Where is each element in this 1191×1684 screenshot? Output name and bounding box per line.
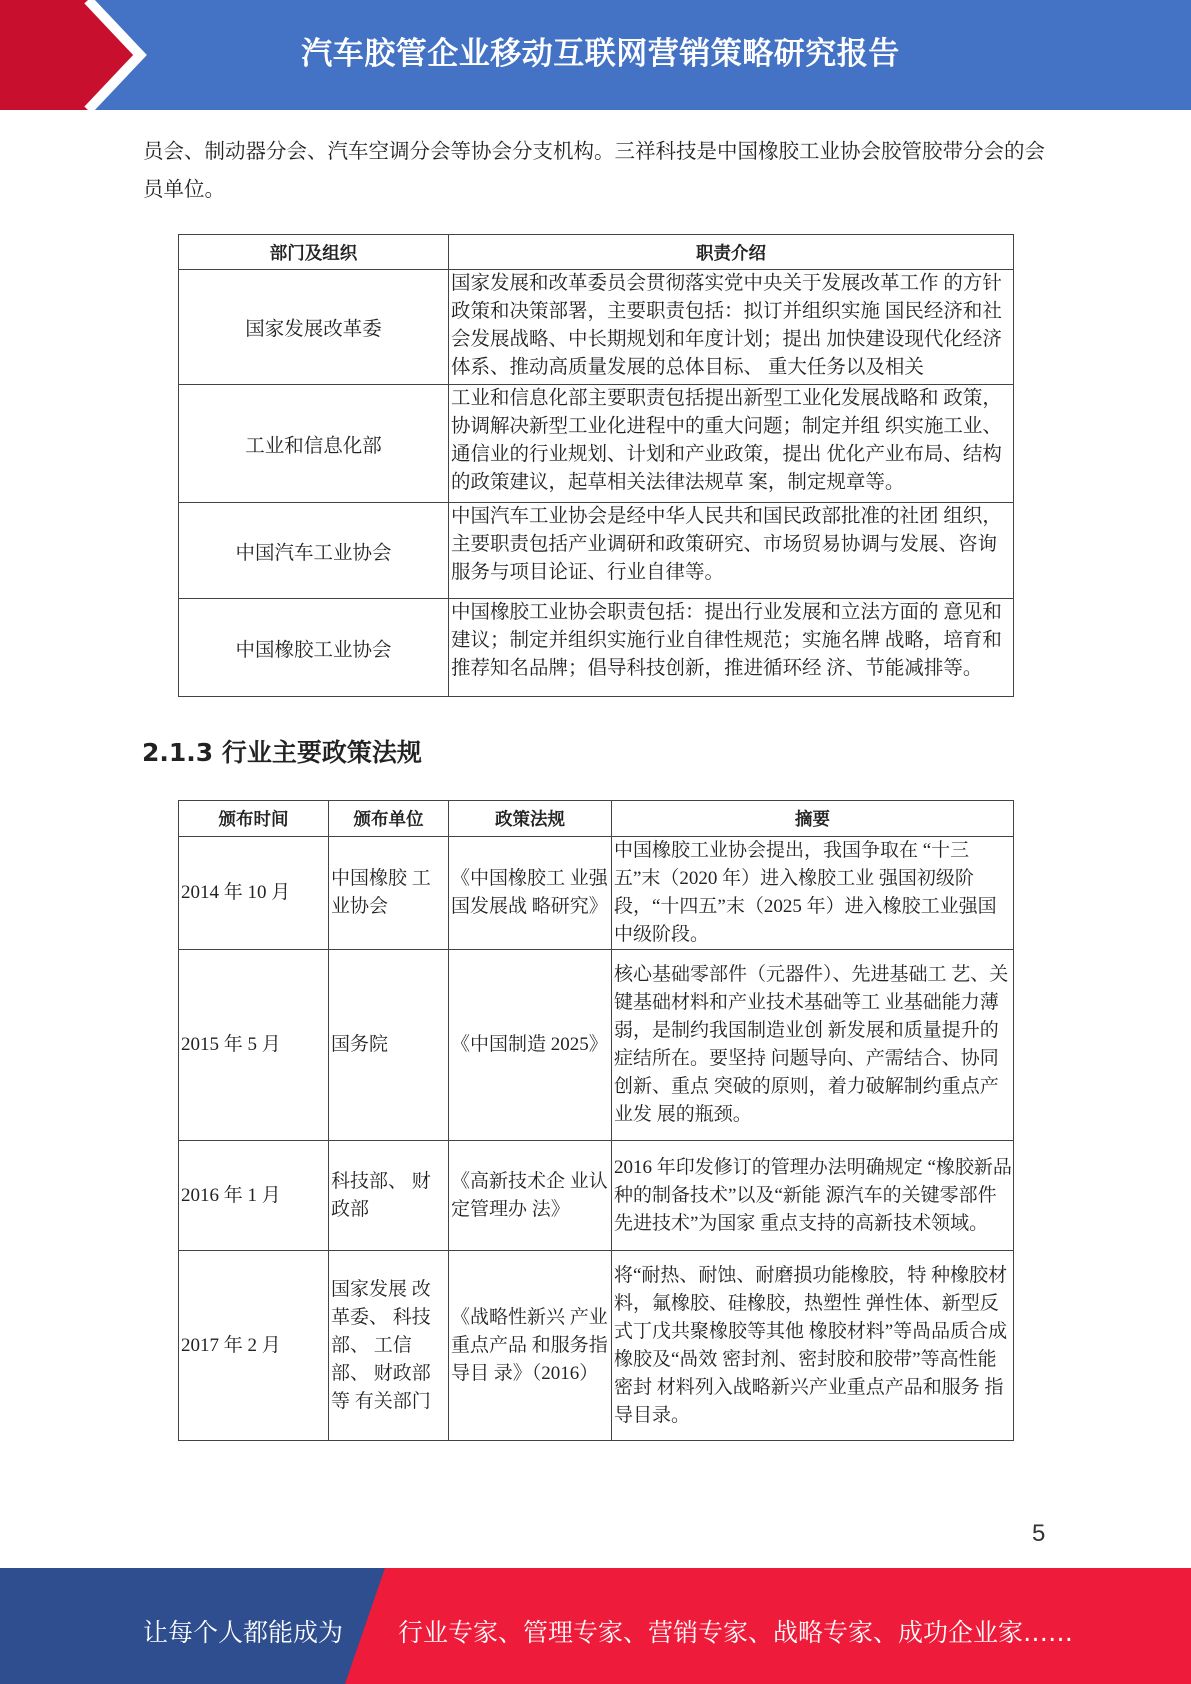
policy-header-org: 颁布单位 [329, 801, 449, 837]
policy-title: 《中国制造 2025》 [449, 950, 612, 1141]
org-desc: 中国汽车工业协会是经中华人民共和国民政部批准的社团 组织，主要职责包括产业调研和政策研究、市场贸易协调与发展、咨询服务与项目论证、行业自律等。 [449, 503, 1014, 599]
table-row [179, 599, 1014, 697]
policy-header-summary: 摘要 [612, 801, 1014, 837]
org-table [178, 234, 1014, 697]
policy-header-date: 颁布时间 [179, 801, 329, 837]
table-row [179, 385, 1014, 503]
org-name: 中国汽车工业协会 [179, 503, 449, 599]
table-row [179, 1251, 1014, 1441]
page-number: 5 [1032, 1520, 1046, 1547]
policy-table [178, 800, 1014, 1441]
policy-date: 2017 年 2 月 [179, 1251, 329, 1441]
policy-summary: 2016 年印发修订的管理办法明确规定 “橡胶新品种的制备技术”以及“新能 源汽车的关键零部件先进技术”为国家 重点支持的高新技术领域。 [612, 1141, 1014, 1251]
intro-paragraph: 员会、制动器分会、汽车空调分会等协会分支机构。三祥科技是中国橡胶工业协会胶管胶带分会的会员单位。 [143, 141, 1045, 201]
section-heading: 2.1.3 行业主要政策法规 [142, 738, 422, 767]
policy-org: 科技部、 财政部 [329, 1141, 449, 1251]
org-name: 国家发展改革委 [179, 270, 449, 385]
table-row [179, 1141, 1014, 1251]
org-name: 工业和信息化部 [179, 385, 449, 503]
org-table-header-row [179, 235, 1014, 270]
header-title: 汽车胶管企业移动互联网营销策略研究报告 [301, 36, 900, 72]
footer-slogan-right: 行业专家、管理专家、营销专家、战略专家、成功企业家…… [398, 1618, 1074, 1647]
policy-org: 国务院 [329, 950, 449, 1141]
policy-title: 《高新技术企 业认定管理办 法》 [449, 1141, 612, 1251]
page-footer [0, 1568, 1191, 1684]
org-desc: 中国橡胶工业协会职责包括：提出行业发展和立法方面的 意见和建议；制定并组织实施行业自律性规范；实施名牌 战略，培育和推荐知名品牌；倡导科技创新，推进循环经 济、节能减排等。 [449, 599, 1014, 697]
policy-date: 2016 年 1 月 [179, 1141, 329, 1251]
footer-slogan-left: 让每个人都能成为 [143, 1618, 344, 1647]
policy-summary: 核心基础零部件（元器件）、先进基础工 艺、关键基础材料和产业技术基础等工 业基础能力薄弱，是制约我国制造业创 新发展和质量提升的症结所在。要坚持 问题导向、产需结合、协同创新、重点 突破的原则，着力破解制约重点产业发 展的瓶颈。 [612, 950, 1014, 1141]
org-table-header-org: 部门及组织 [179, 235, 449, 270]
policy-date: 2015 年 5 月 [179, 950, 329, 1141]
org-desc: 工业和信息化部主要职责包括提出新型工业化发展战略和 政策，协调解决新型工业化进程中的重大问题；制定并组 织实施工业、通信业的行业规划、计划和产业政策，提出 优化产业布局、结构的政策建议，起草相关法律法规草 案，制定规章等。 [449, 385, 1014, 503]
org-desc: 国家发展和改革委员会贯彻落实党中央关于发展改革工作 的方针政策和决策部署，主要职责包括：拟订并组织实施 国民经济和社会发展战略、中长期规划和年度计划；提出 加快建设现代化经济体系、推动高质量发展的总体目标、 重大任务以及相关 [449, 270, 1014, 385]
policy-table-header-row [179, 801, 1014, 837]
table-row [179, 837, 1014, 950]
policy-org: 中国橡胶 工业协会 [329, 837, 449, 950]
table-row [179, 503, 1014, 599]
table-row [179, 270, 1014, 385]
policy-summary: 中国橡胶工业协会提出，我国争取在 “十三五”末（2020 年）进入橡胶工业 强国初级阶段，“十四五”末（2025 年）进入橡胶工业强国中级阶段。 [612, 837, 1014, 950]
policy-date: 2014 年 10 月 [179, 837, 329, 950]
table-row [179, 950, 1014, 1141]
org-table-header-desc: 职责介绍 [449, 235, 1014, 270]
policy-header-policy: 政策法规 [449, 801, 612, 837]
policy-org: 国家发展 改革委、 科技部、 工信部、 财政部等 有关部门 [329, 1251, 449, 1441]
policy-summary: 将“耐热、耐蚀、耐磨损功能橡胶，特 种橡胶材料，氟橡胶、硅橡胶，热塑性 弹性体、新型反式丁戊共聚橡胶等其他 橡胶材料”等咼品质合成橡胶及“咼效 密封剂、密封胶和胶带”等高性能密封 材料列入战略新兴产业重点产品和服务 指导目录。 [612, 1251, 1014, 1441]
policy-title: 《战略性新兴 产业重点产品 和服务指导目 录》（2016） [449, 1251, 612, 1441]
org-name: 中国橡胶工业协会 [179, 599, 449, 697]
policy-title: 《中国橡胶工 业强国发展战 略研究》 [449, 837, 612, 950]
page-header [0, 0, 1191, 110]
